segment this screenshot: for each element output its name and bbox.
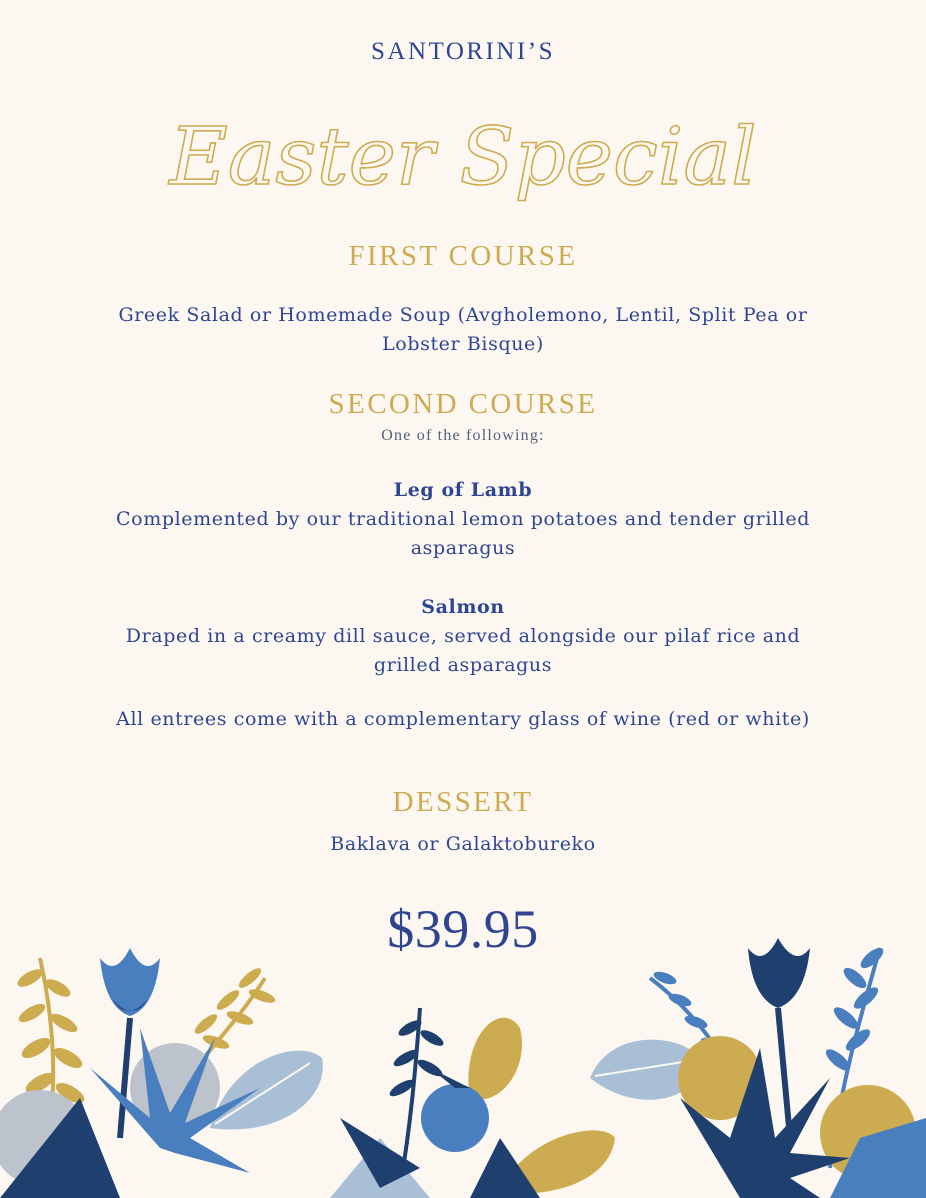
price: $39.95 [387,899,539,959]
restaurant-name: SANTORINI’S [371,38,555,65]
floral-border-illustration [0,938,926,1198]
easter-special-title [0,88,926,228]
entree-name-salmon: Salmon [421,596,505,618]
script-title-lettering [169,88,757,228]
grey-leaf-left-icon [210,1051,323,1130]
dessert-text: Baklava or Galaktobureko [330,833,596,855]
first-course-text: Greek Salad or Homemade Soup (Avgholemono, Lentil, Split Pea or Lobster Bisque) [118,304,808,355]
entree-description-lamb: Complemented by our traditional lemon potatoes and tender grilled asparagus [116,508,810,559]
second-course-subheading: One of the following: [381,427,545,444]
entree-description-salmon: Draped in a creamy dill sauce, served alongside our pilaf rice and grilled asparagus [125,625,801,676]
entree-name-lamb: Leg of Lamb [393,479,533,501]
dessert-heading: DESSERT [392,786,534,818]
script-title-text: Easter Special [169,110,757,203]
second-course-heading: SECOND COURSE [328,388,598,420]
blue-flower-center-icon [330,1068,540,1198]
wine-note: All entrees come with a complementary glass of wine (red or white) [116,708,810,730]
first-course-heading: FIRST COURSE [348,240,578,272]
